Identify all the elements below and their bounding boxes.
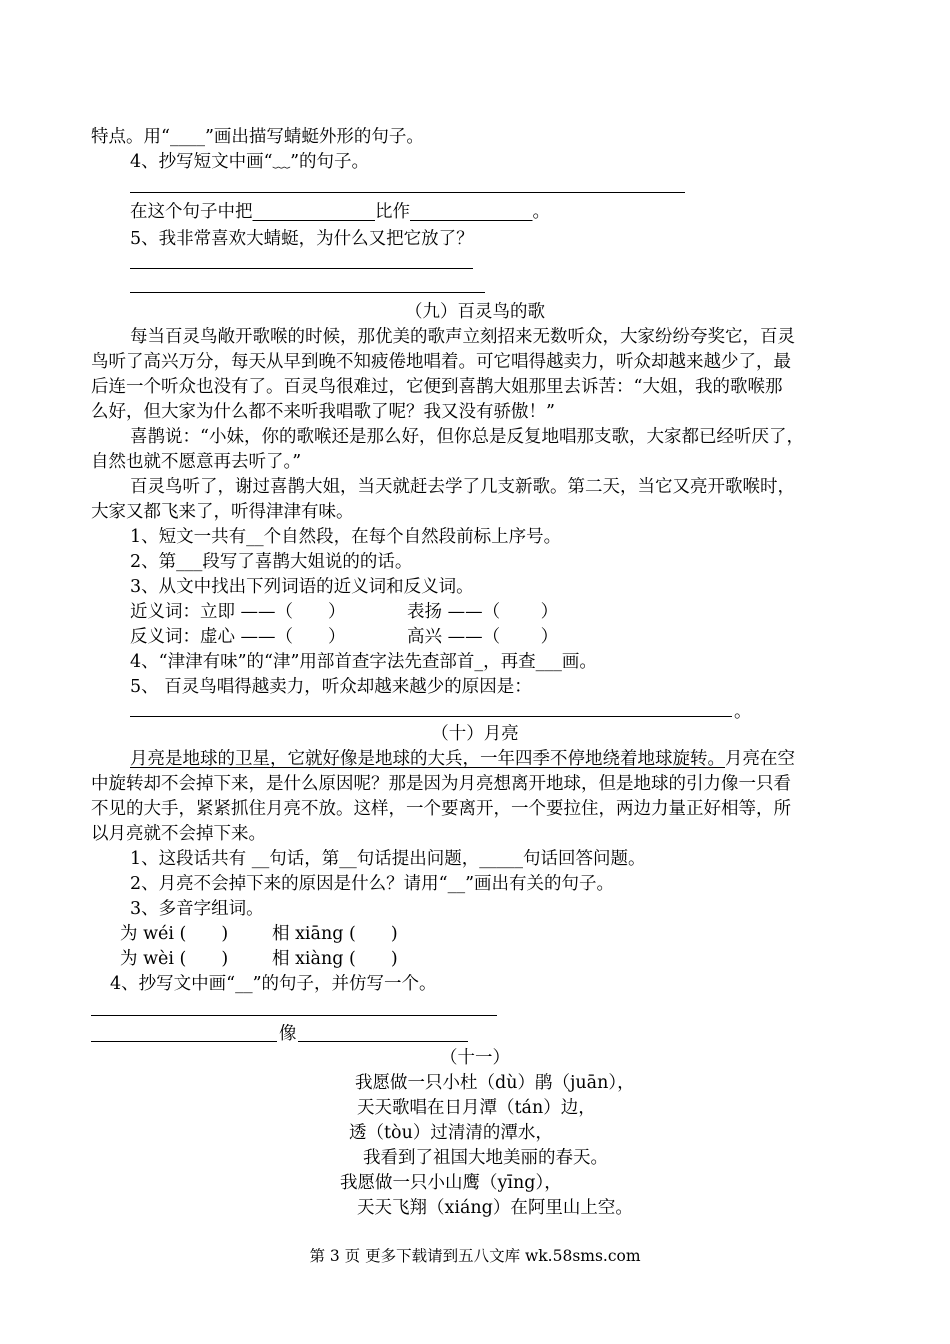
poem-line: 我看到了祖国大地美丽的春天。	[363, 1148, 608, 1168]
s10-p1-line: 月亮是地球的卫星，它就好像是地球的大兵，一年四季不停地绕着地球旋转。月亮在空	[130, 749, 795, 769]
s11-title: （十一）	[440, 1048, 510, 1068]
poem-line: 透（tòu）过清清的潭水，	[349, 1123, 553, 1143]
s9-antonym-2: 高兴 ——（ ）	[407, 627, 559, 647]
answer-line[interactable]	[130, 192, 685, 193]
s9-q5-end: 。	[734, 702, 752, 722]
s10-p1-line: 不见的大手，紧紧抓住月亮不放。这样，一个要离开，一个要拉住，两边力量正好相等，所	[91, 799, 791, 819]
s9-p3-line: 百灵鸟听了，谢过喜鹊大姐，当天就赶去学了几支新歌。第二天，当它又亮开歌喉时，	[130, 477, 795, 497]
s9-title: （九）百灵鸟的歌	[405, 302, 545, 322]
s8-question-4: 4、抄写短文中画“﹏”的句子。	[130, 152, 370, 172]
s10-polyphone-1b: 相 xiāng ( )	[272, 924, 398, 944]
poem-line: 我愿做一只小山鹰（yīng），	[340, 1173, 562, 1193]
s10-question-4: 4、抄写文中画“__”的句子，并仿写一个。	[110, 974, 437, 994]
s10-polyphone-2b: 相 xiàng ( )	[272, 949, 398, 969]
s10-p1-line: 中旋转却不会掉下来，是什么原因呢？那是因为月亮想离开地球，但是地球的引力像一只看	[91, 774, 791, 794]
s9-synonym-2: 表扬 ——（ ）	[407, 602, 559, 622]
poem-line: 天天飞翔（xiáng）在阿里山上空。	[357, 1198, 633, 1218]
underlined-sentence: 月亮是地球的卫星，它就好像是地球的大兵，一年四季不停地绕着地球旋转。	[130, 749, 725, 769]
answer-line[interactable]	[130, 292, 485, 293]
s9-question-2: 2、第___段写了喜鹊大姐说的的话。	[130, 552, 413, 572]
s10-xiang: 像	[279, 1024, 297, 1044]
s9-question-4: 4、“津津有味”的“津”用部首查字法先查部首_，再查___画。	[130, 652, 597, 672]
s10-question-1: 1、这段话共有 __句话，第__句话提出问题，_____句话回答问题。	[130, 849, 646, 869]
answer-line[interactable]	[91, 1015, 497, 1016]
s9-question-3: 3、从文中找出下列词语的近义词和反义词。	[130, 577, 474, 597]
s9-p2-line: 喜鹊说：“小妹，你的歌喉还是那么好，但你总是反复地唱那支歌，大家都已经听厌了，	[130, 427, 804, 447]
blank[interactable]	[410, 202, 533, 222]
s8-line-1: 特点。用“____”画出描写蜻蜓外形的句子。	[91, 127, 424, 147]
s9-question-1: 1、短文一共有__个自然段，在每个自然段前标上序号。	[130, 527, 562, 547]
answer-line[interactable]	[130, 268, 473, 269]
answer-line[interactable]	[91, 1041, 277, 1042]
page-footer: 第 3 页 更多下载请到五八文库 wk.58sms.com	[309, 1247, 641, 1265]
s9-p1-line: 后连一个听众也没有了。百灵鸟很难过，它便到喜鹊大姐那里去诉苦：“大姐，我的歌喉那	[91, 377, 783, 397]
s8-fill-line: 在这个句子中把 比作 。	[130, 202, 550, 222]
s10-question-2: 2、月亮不会掉下来的原因是什么？请用“__”画出有关的句子。	[130, 874, 615, 894]
s9-p2-line: 自然也就不愿意再去听了。”	[91, 452, 302, 472]
s9-p3-line: 大家又都飞来了，听得津津有味。	[91, 502, 354, 522]
s9-question-5: 5、 百灵鸟唱得越卖力，听众却越来越少的原因是：	[130, 677, 532, 697]
s10-polyphone-2a: 为 wèi ( )	[120, 949, 229, 969]
blank[interactable]	[253, 202, 376, 222]
s9-synonym-1: 近义词：立即 ——（ ）	[130, 602, 346, 622]
s8-question-5: 5、我非常喜欢大蜻蜓，为什么又把它放了？	[130, 229, 474, 249]
poem-line: 我愿做一只小杜（dù）鹃（juān），	[355, 1073, 635, 1093]
answer-line[interactable]	[130, 716, 732, 717]
answer-line[interactable]	[298, 1041, 468, 1042]
s10-polyphone-1a: 为 wéi ( )	[120, 924, 229, 944]
s10-title: （十）月亮	[431, 724, 519, 744]
s9-p1-line: 每当百灵鸟敞开歌喉的时候，那优美的歌声立刻招来无数听众，大家纷纷夸奖它，百灵	[130, 327, 795, 347]
poem-line: 天天歌唱在日月潭（tán）边，	[357, 1098, 596, 1118]
s10-question-3: 3、多音字组词。	[130, 899, 264, 919]
s9-antonym-1: 反义词：虚心 ——（ ）	[130, 627, 346, 647]
s10-p1-line: 以月亮就不会掉下来。	[91, 824, 266, 844]
s9-p1-line: 么好，但大家为什么都不来听我唱歌了呢？我又没有骄傲！”	[91, 402, 555, 422]
s9-p1-line: 鸟听了高兴万分，每天从早到晚不知疲倦地唱着。可它唱得越卖力，听众却越来越少了，最	[91, 352, 791, 372]
